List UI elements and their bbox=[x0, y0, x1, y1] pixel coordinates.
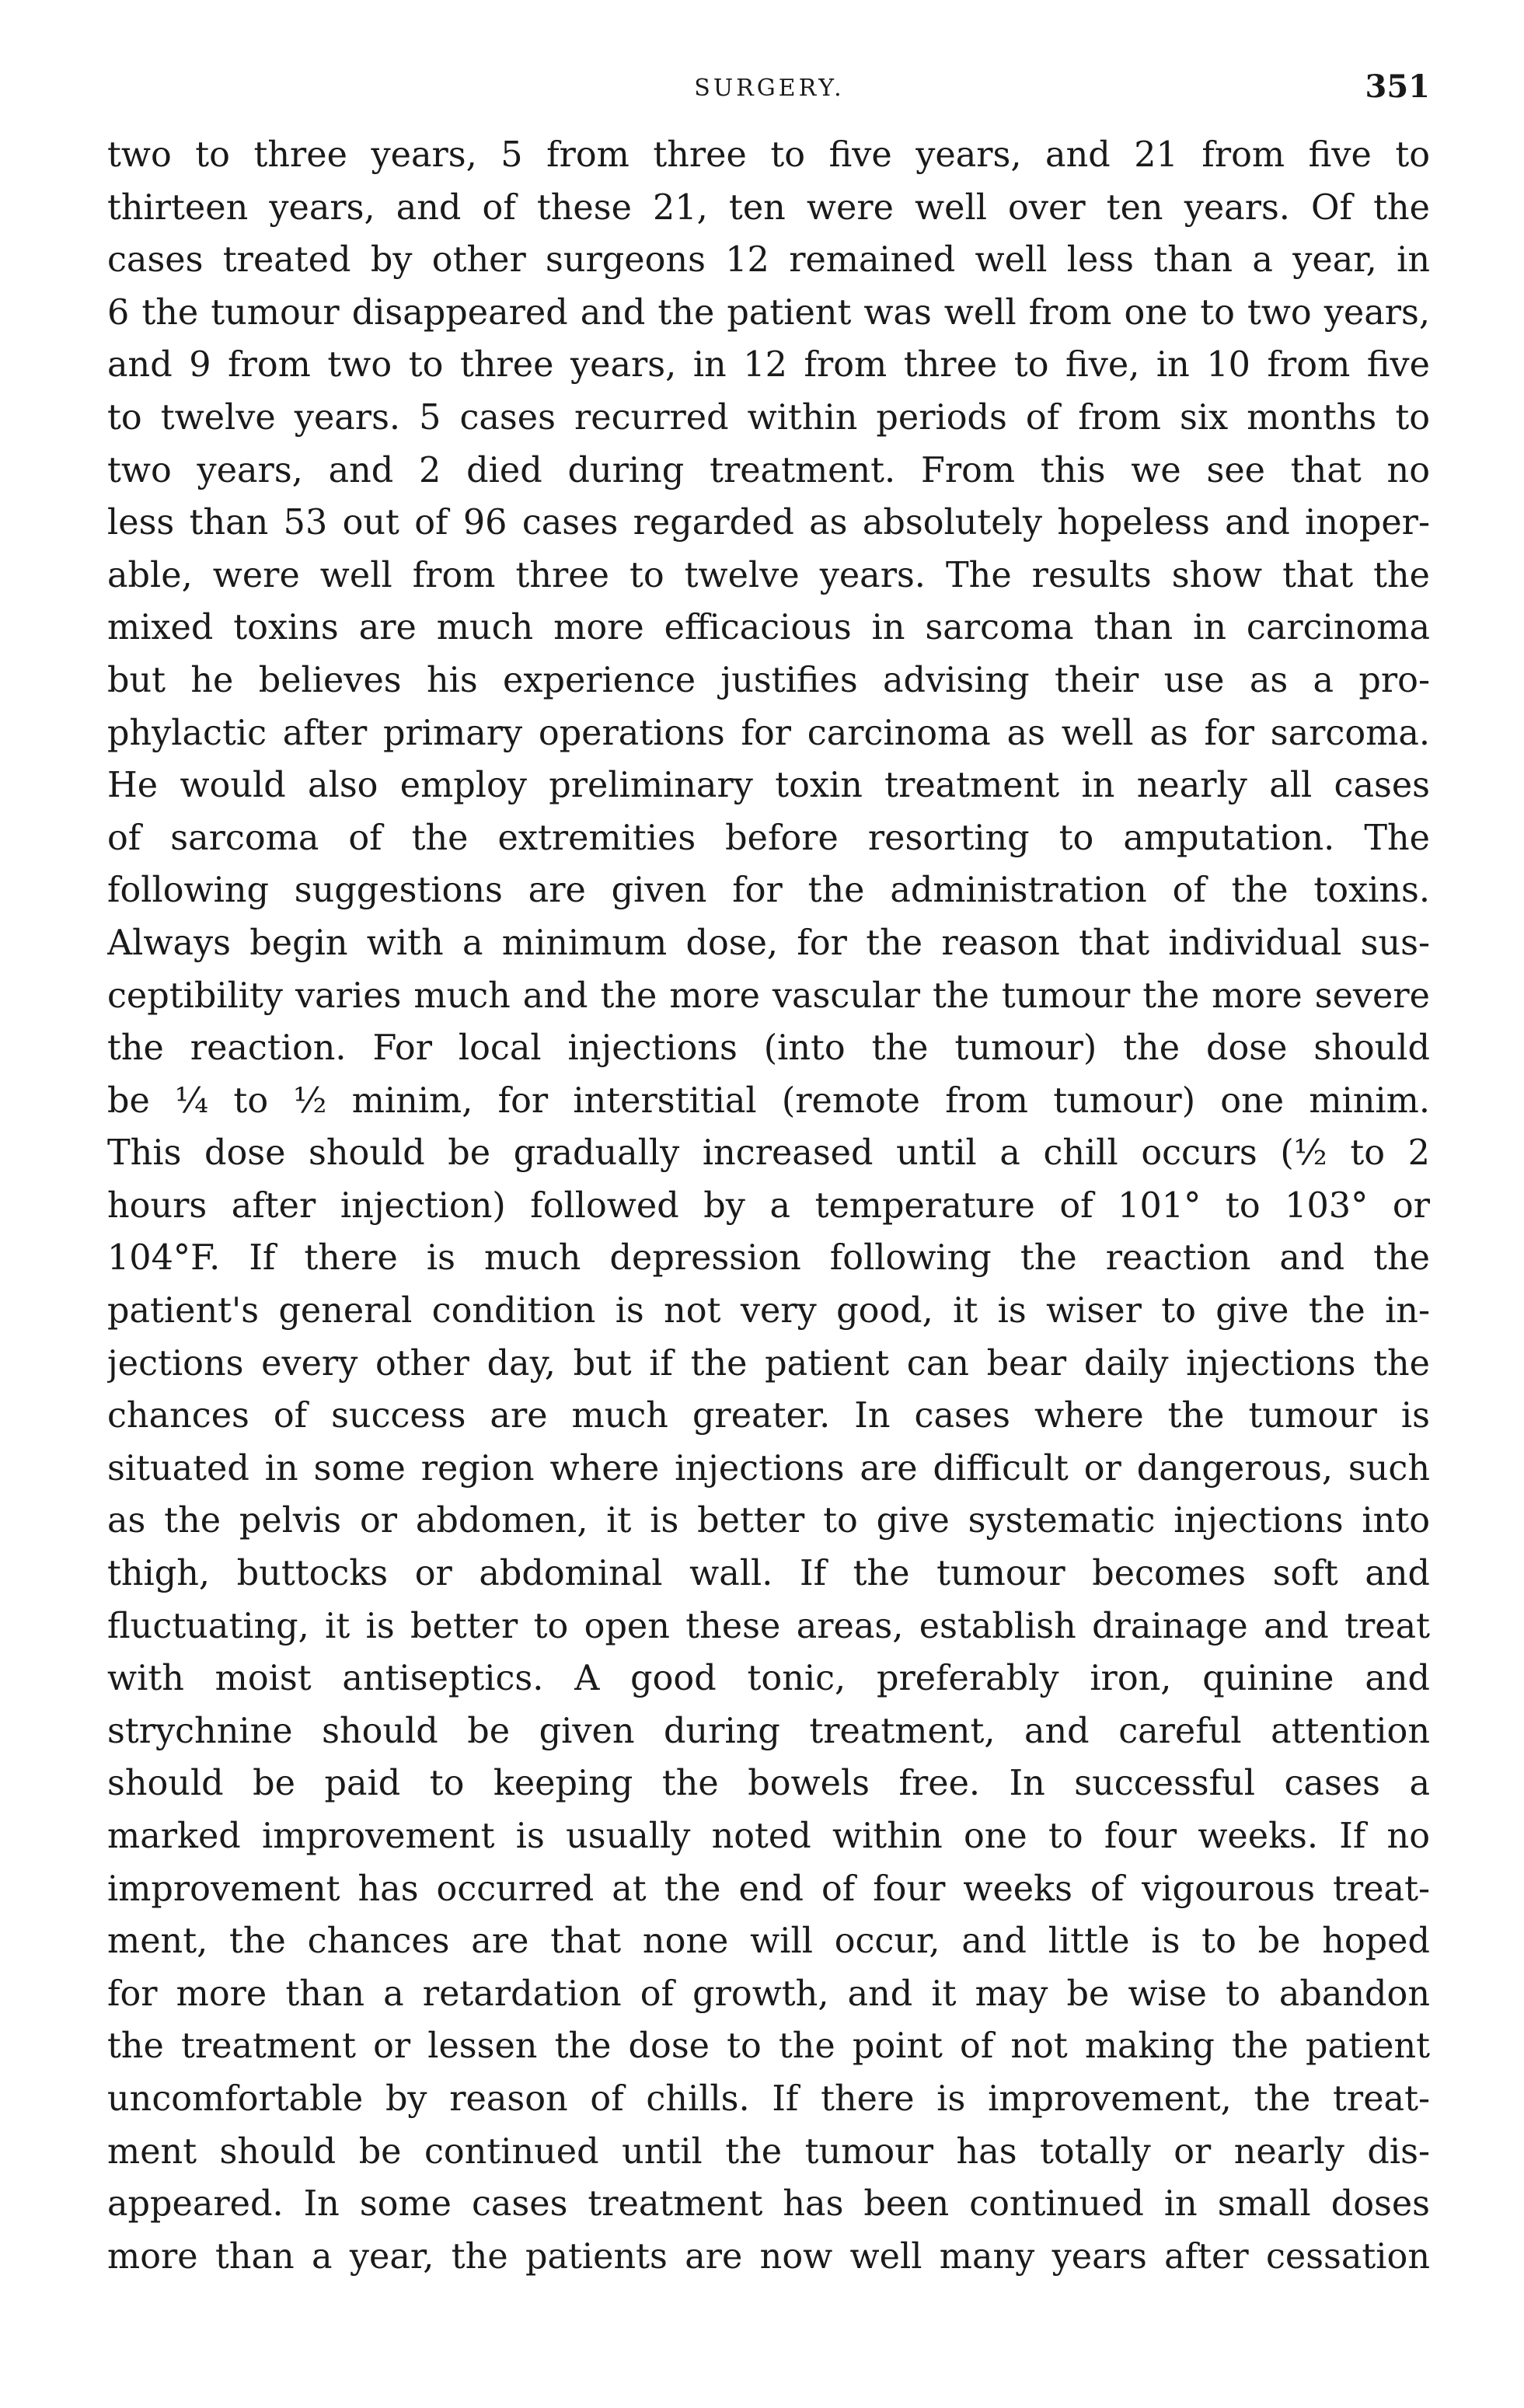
text-line: mixed toxins are much more efficacious in sarcoma than in carcinoma bbox=[107, 608, 1430, 648]
text-line: 104°F. If there is much depression following the reaction and the bbox=[107, 1238, 1430, 1279]
text-line: with moist antiseptics. A good tonic, preferably iron, quinine and bbox=[107, 1659, 1430, 1699]
text-line: cases treated by other surgeons 12 remained well less than a year, in bbox=[107, 240, 1430, 281]
text-line: ment should be continued until the tumour has totally or nearly dis- bbox=[107, 2131, 1430, 2172]
body-text bbox=[107, 129, 1430, 2283]
text-line: and 9 from two to three years, in 12 from three to five, in 10 from five bbox=[107, 345, 1430, 386]
text-line: He would also employ preliminary toxin treatment in nearly all cases bbox=[107, 766, 1430, 806]
text-line: jections every other day, but if the patient can bear daily injections the bbox=[107, 1343, 1430, 1384]
text-line: uncomfortable by reason of chills. If there is improvement, the treat- bbox=[107, 2078, 1430, 2119]
text-line: patient's general condition is not very good, it is wiser to give the in- bbox=[107, 1291, 1430, 1331]
text-line: two to three years, 5 from three to five years, and 21 from five to bbox=[107, 135, 1430, 175]
text-line: for more than a retardation of growth, and it may be wise to abandon bbox=[107, 1974, 1430, 2014]
text-line: should be paid to keeping the bowels free. In successful cases a bbox=[107, 1764, 1430, 1804]
text-line: situated in some region where injections are difficult or dangerous, such bbox=[107, 1448, 1430, 1488]
text-line: following suggestions are given for the administration of the toxins. bbox=[107, 871, 1430, 911]
text-line: chances of success are much greater. In cases where the tumour is bbox=[107, 1396, 1430, 1436]
text-line: thigh, buttocks or abdominal wall. If the tumour becomes soft and bbox=[107, 1554, 1430, 1594]
text-line: phylactic after primary operations for carcinoma as well as for sarcoma. bbox=[107, 713, 1430, 753]
text-line: but he believes his experience justifies advising their use as a pro- bbox=[107, 660, 1430, 700]
text-line: ment, the chances are that none will occur, and little is to be hoped bbox=[107, 1921, 1430, 1962]
text-line: marked improvement is usually noted within one to four weeks. If no bbox=[107, 1816, 1430, 1856]
text-line: of sarcoma of the extremities before resorting to amputation. The bbox=[107, 818, 1430, 858]
text-line: be ¼ to ½ minim, for interstitial (remote from tumour) one minim. bbox=[107, 1080, 1430, 1121]
text-line: appeared. In some cases treatment has been continued in small doses bbox=[107, 2184, 1430, 2225]
text-line: two years, and 2 died during treatment. From this we see that no bbox=[107, 450, 1430, 490]
text-line: strychnine should be given during treatment, and careful attention bbox=[107, 1711, 1430, 1751]
text-line: improvement has occurred at the end of four weeks of vigourous treat- bbox=[107, 1869, 1430, 1909]
running-head bbox=[109, 68, 1430, 115]
text-line: fluctuating, it is better to open these areas, establish drainage and treat bbox=[107, 1606, 1430, 1646]
text-line: able, were well from three to twelve years. The results show that the bbox=[107, 555, 1430, 595]
text-line: hours after injection) followed by a temperature of 101° to 103° or bbox=[107, 1185, 1430, 1226]
text-line: more than a year, the patients are now well many years after cessation bbox=[107, 2236, 1430, 2277]
text-line: as the pelvis or abdomen, it is better to give systematic injections into bbox=[107, 1501, 1430, 1541]
page-number: 351 bbox=[1365, 68, 1430, 105]
text-line: This dose should be gradually increased until a chill occurs (½ to 2 bbox=[107, 1133, 1430, 1174]
text-line: the reaction. For local injections (into the tumour) the dose should bbox=[107, 1028, 1430, 1069]
running-title: SURGERY. bbox=[694, 75, 845, 102]
text-line: less than 53 out of 96 cases regarded as absolutely hopeless and inoper- bbox=[107, 503, 1430, 543]
text-line: ceptibility varies much and the more vascular the tumour the more severe bbox=[107, 975, 1430, 1016]
text-line: 6 the tumour disappeared and the patient was well from one to two years, bbox=[107, 292, 1430, 333]
text-line: the treatment or lessen the dose to the point of not making the patient bbox=[107, 2026, 1430, 2067]
text-line: Always begin with a minimum dose, for the reason that individual sus- bbox=[107, 923, 1430, 963]
text-line: to twelve years. 5 cases recurred within periods of from six months to bbox=[107, 397, 1430, 438]
text-line: thirteen years, and of these 21, ten were well over ten years. Of the bbox=[107, 187, 1430, 228]
